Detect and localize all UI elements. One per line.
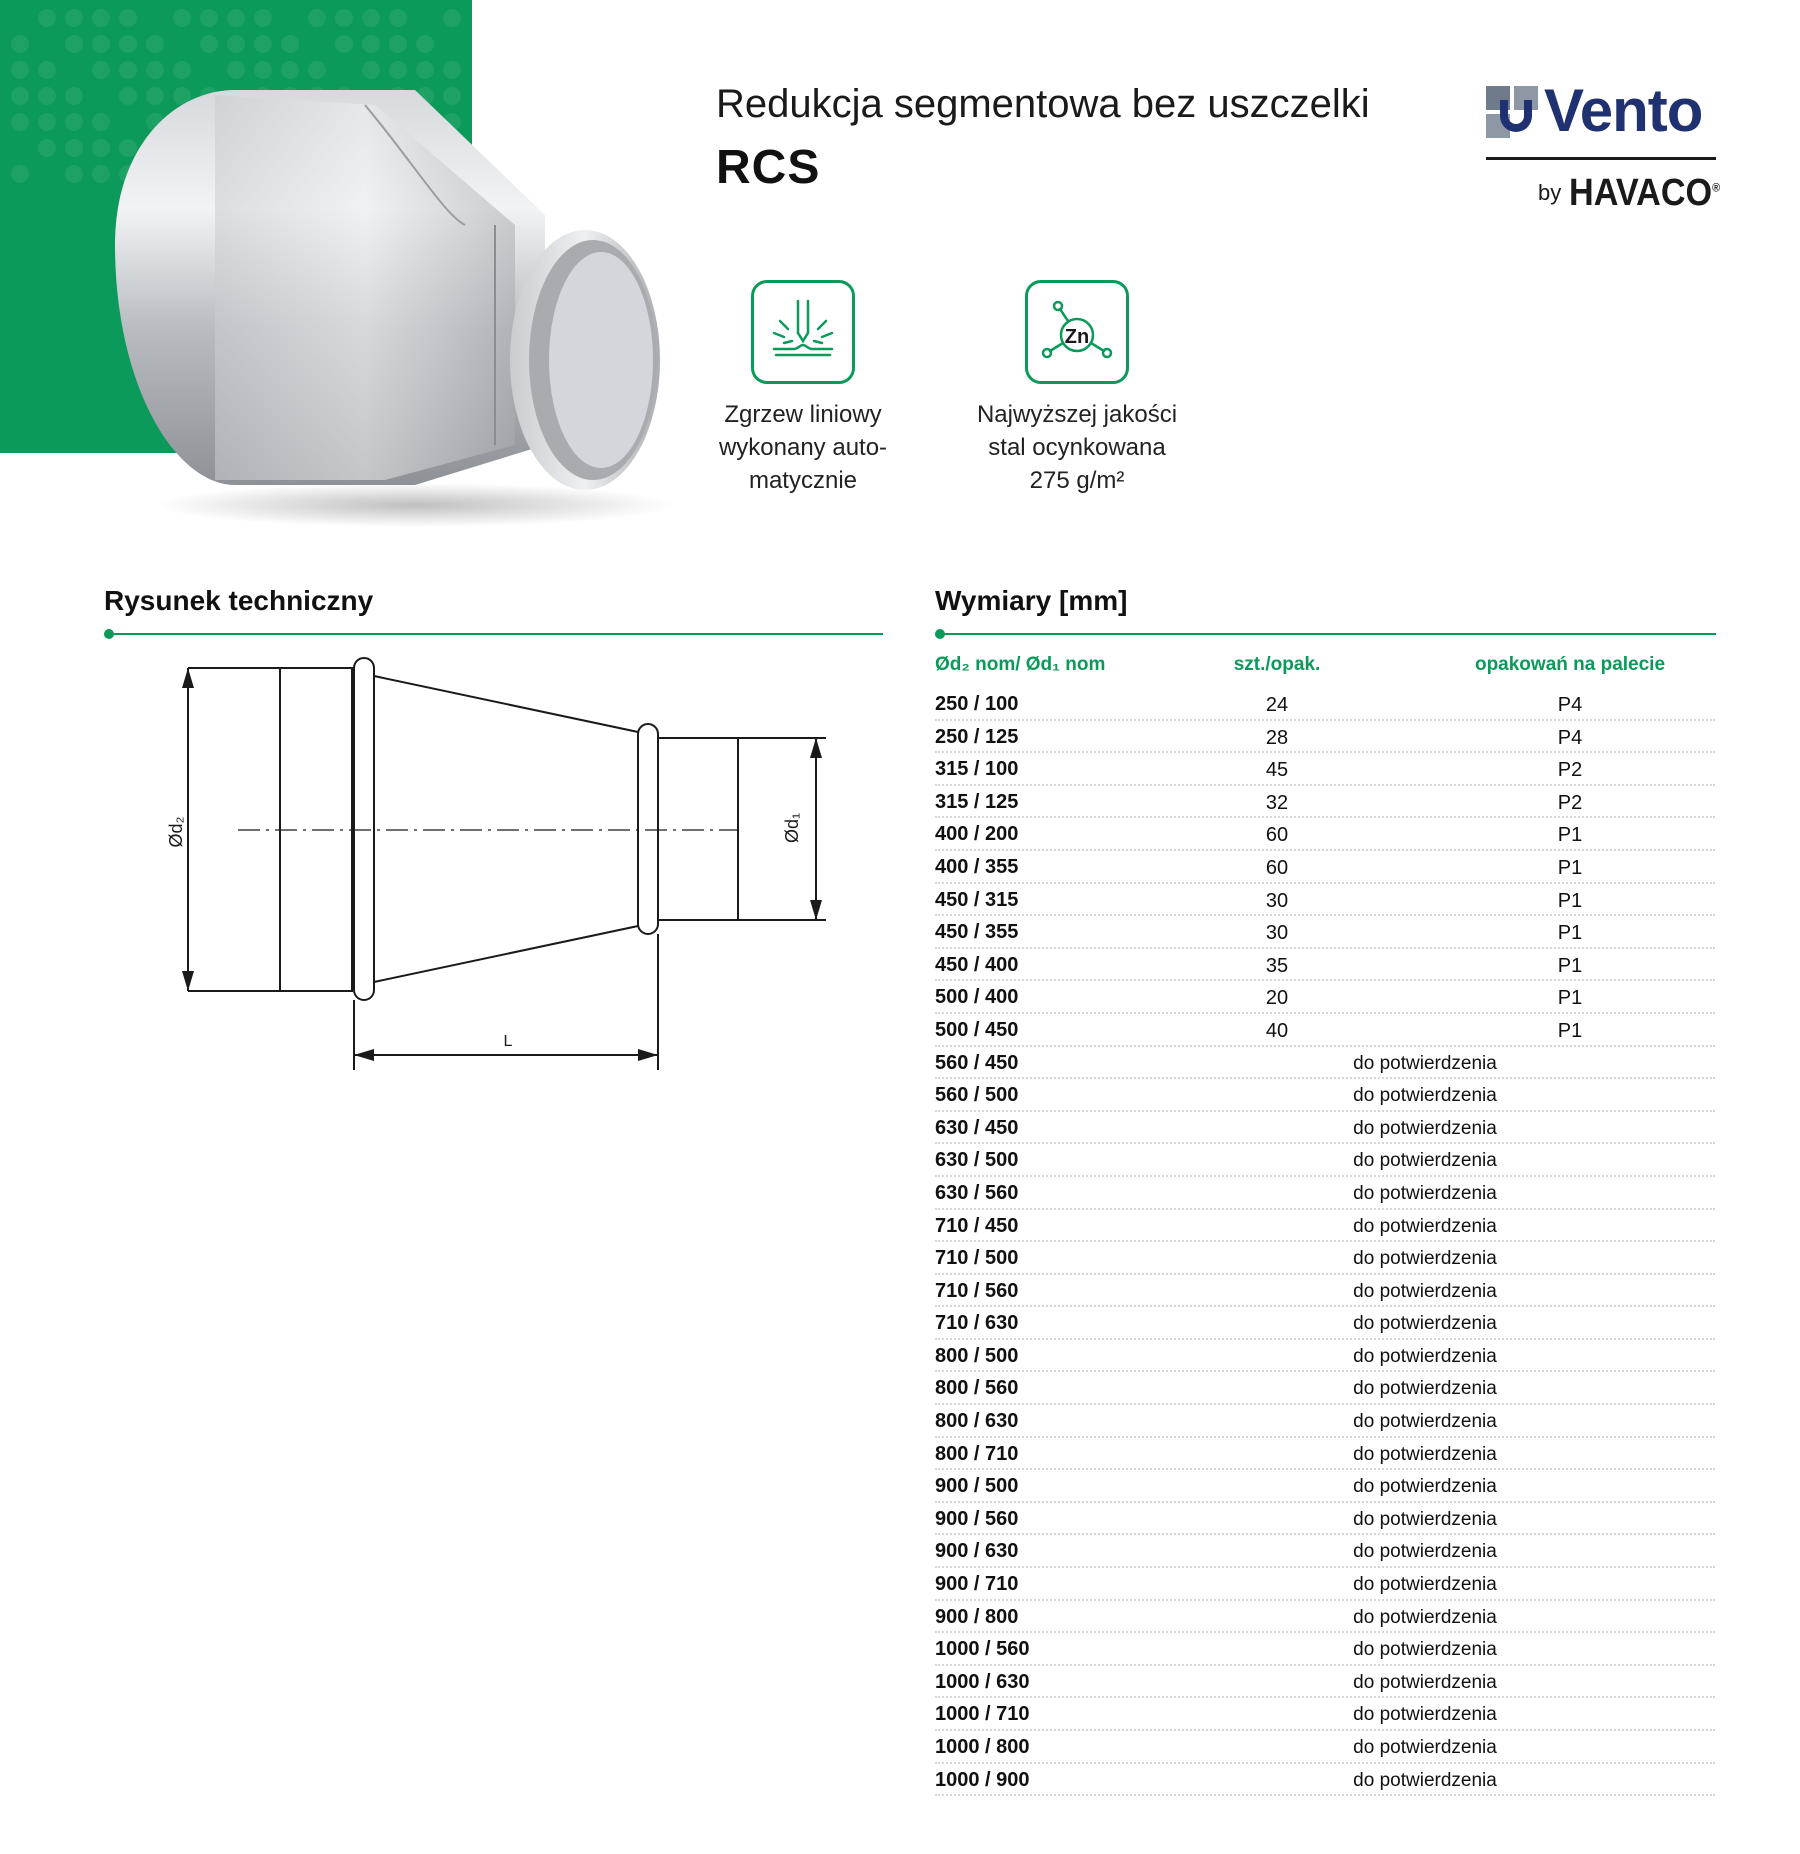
decor-dot (92, 35, 110, 53)
decor-dot (119, 9, 137, 27)
cell-size: 630 / 560 (935, 1181, 1019, 1204)
decor-dot (281, 35, 299, 53)
decor-dot (11, 87, 29, 105)
cell-size: 900 / 500 (935, 1475, 1019, 1498)
cell-size: 710 / 630 (935, 1312, 1019, 1335)
decor-dot (254, 9, 272, 27)
cell-size: 800 / 630 (935, 1410, 1019, 1433)
feature-zinc-text: Najwyższej jakości stal ocynkowana 275 g/m² (976, 401, 1178, 494)
product-photo (115, 85, 675, 535)
table-row: 710 / 630 do potwierdzenia (935, 1307, 1715, 1340)
vento-logo (1486, 77, 1721, 222)
cell-size: 630 / 450 (935, 1116, 1019, 1139)
cell-size: 250 / 125 (935, 725, 1019, 748)
drawing-d1-dimension (730, 650, 840, 1080)
table-row: 560 / 450 do potwierdzenia (935, 1047, 1715, 1080)
havaco-wordmark: HAVACO® (1569, 172, 1721, 214)
vento-mark-icon (1486, 86, 1538, 138)
logo-divider (1486, 157, 1716, 160)
cell-size: 900 / 560 (935, 1507, 1019, 1530)
technical-drawing (160, 650, 740, 1080)
feature-zinc (957, 280, 1197, 497)
cell-size: 900 / 800 (935, 1605, 1019, 1628)
cell-size: 1000 / 800 (935, 1736, 1030, 1758)
decor-dot (38, 139, 56, 157)
decor-dot (173, 9, 191, 27)
decor-dot (227, 35, 245, 53)
decor-dot (38, 9, 56, 27)
decor-dot (65, 165, 83, 183)
decor-dot (38, 61, 56, 79)
decor-dot (308, 9, 326, 27)
cell-size: 315 / 100 (935, 758, 1019, 781)
cell-size: 800 / 560 (935, 1377, 1019, 1400)
decor-dot (362, 35, 380, 53)
header-qty: szt./opak. (1233, 654, 1321, 675)
cell-size: 450 / 315 (935, 888, 1019, 911)
decor-dot (389, 61, 407, 79)
decor-dot (11, 113, 29, 131)
decor-dot (416, 35, 434, 53)
table-body (935, 688, 1715, 1796)
table-row: 400 / 355 60 P1 (935, 851, 1715, 884)
table-row: 450 / 355 30 P1 (935, 916, 1715, 949)
decor-dot (65, 35, 83, 53)
table-row: 630 / 560 do potwierdzenia (935, 1177, 1715, 1210)
table-row: 560 / 500 do potwierdzenia (935, 1079, 1715, 1112)
decor-dot (92, 9, 110, 27)
decor-dot (227, 61, 245, 79)
table-row: 1000 / 630 do potwierdzenia (935, 1666, 1715, 1699)
decor-dot (335, 35, 353, 53)
cell-size: 1000 / 710 (935, 1703, 1030, 1726)
table-row: 400 / 200 60 P1 (935, 818, 1715, 851)
label-d1: Ød₁ (782, 812, 802, 844)
decor-dot (11, 35, 29, 53)
decor-dot (389, 35, 407, 53)
cell-size: 1000 / 900 (935, 1768, 1030, 1791)
decor-dot (443, 61, 461, 79)
table-row: 450 / 315 30 P1 (935, 884, 1715, 917)
table-row: 1000 / 710 do potwierdzenia (935, 1698, 1715, 1731)
cell-size: 560 / 450 (935, 1051, 1019, 1074)
drawing-section-rule (108, 633, 883, 635)
drawing-section-title: Rysunek techniczny (104, 585, 374, 616)
decor-dot (119, 35, 137, 53)
decor-dot (65, 9, 83, 27)
cell-size: 800 / 710 (935, 1442, 1019, 1465)
feature-welding-text: Zgrzew liniowy wykonany auto- matycznie (718, 401, 888, 494)
decor-dot (146, 61, 164, 79)
decor-dot (254, 61, 272, 79)
decor-dot (65, 87, 83, 105)
decor-dot (335, 9, 353, 27)
cell-size: 315 / 125 (935, 790, 1019, 813)
decor-dot (200, 35, 218, 53)
decor-dot (281, 61, 299, 79)
product-title: RCS (716, 141, 821, 194)
welding-icon (751, 280, 855, 384)
cell-size: 710 / 560 (935, 1279, 1019, 1302)
table-row: 710 / 450 do potwierdzenia (935, 1210, 1715, 1243)
dimensions-section-rule (939, 633, 1716, 635)
table-row: 900 / 800 do potwierdzenia (935, 1601, 1715, 1634)
table-row: 1000 / 900 do potwierdzenia (935, 1764, 1715, 1797)
table-row: 710 / 560 do potwierdzenia (935, 1275, 1715, 1308)
decor-dot (65, 113, 83, 131)
table-row: 1000 / 800 do potwierdzenia (935, 1731, 1715, 1764)
cell-size: 710 / 500 (935, 1247, 1019, 1270)
table-row: 630 / 500 do potwierdzenia (935, 1144, 1715, 1177)
decor-dot (200, 9, 218, 27)
decor-dot (38, 113, 56, 131)
logo-by: by (1538, 180, 1562, 205)
decor-dot (362, 61, 380, 79)
cell-size: 630 / 500 (935, 1149, 1019, 1172)
table-row: 800 / 500 do potwierdzenia (935, 1340, 1715, 1373)
table-row: 900 / 560 do potwierdzenia (935, 1503, 1715, 1536)
dimensions-table (935, 648, 1715, 1796)
cell-size: 400 / 355 (935, 855, 1019, 878)
decor-dot (362, 9, 380, 27)
decor-dot (308, 61, 326, 79)
decor-dot (254, 35, 272, 53)
table-row: 710 / 500 do potwierdzenia (935, 1242, 1715, 1275)
cell-size: 500 / 400 (935, 986, 1019, 1009)
zinc-symbol: Zn (1064, 326, 1090, 348)
decor-dot (173, 61, 191, 79)
cell-size: 560 / 500 (935, 1084, 1019, 1107)
decor-dot (65, 139, 83, 157)
table-row: 630 / 450 do potwierdzenia (935, 1112, 1715, 1145)
header-pallet: opakowań na palecie (1474, 654, 1666, 675)
decor-dot (416, 61, 434, 79)
decor-dot (38, 87, 56, 105)
decor-dot (443, 9, 461, 27)
decor-dot (389, 9, 407, 27)
table-row: 1000 / 560 do potwierdzenia (935, 1633, 1715, 1666)
label-L: L (503, 1033, 513, 1050)
cell-size: 450 / 355 (935, 921, 1019, 944)
vento-wordmark: Vento (1544, 77, 1703, 144)
cell-size: 800 / 500 (935, 1344, 1019, 1367)
dimensions-section-title: Wymiary [mm] (935, 585, 1128, 616)
decor-dot (119, 61, 137, 79)
decor-dot (11, 61, 29, 79)
decor-dot (11, 165, 29, 183)
table-row: 250 / 100 24 P4 (935, 688, 1715, 721)
header-size: Ød₂ nom/ Ød₁ nom (935, 654, 1106, 675)
cell-size: 400 / 200 (935, 823, 1019, 846)
cell-size: 500 / 450 (935, 1018, 1019, 1041)
table-row: 800 / 560 do potwierdzenia (935, 1372, 1715, 1405)
cell-size: 710 / 450 (935, 1214, 1019, 1237)
table-row: 800 / 630 do potwierdzenia (935, 1405, 1715, 1438)
table-row: 315 / 100 45 P2 (935, 753, 1715, 786)
decor-dot (92, 165, 110, 183)
table-row: 900 / 710 do potwierdzenia (935, 1568, 1715, 1601)
cell-size: 1000 / 630 (935, 1670, 1030, 1693)
table-row: 500 / 400 20 P1 (935, 981, 1715, 1014)
decor-dot (146, 35, 164, 53)
decor-dot (92, 61, 110, 79)
table-header (935, 648, 1715, 688)
cell-size: 250 / 100 (935, 693, 1019, 715)
decor-dot (227, 9, 245, 27)
product-subtitle: Redukcja segmentowa bez uszczelki (716, 82, 1370, 126)
cell-size: 900 / 710 (935, 1573, 1019, 1596)
table-row: 500 / 450 40 P1 (935, 1014, 1715, 1047)
table-row: 250 / 125 28 P4 (935, 721, 1715, 754)
table-row: 900 / 500 do potwierdzenia (935, 1470, 1715, 1503)
table-row: 800 / 710 do potwierdzenia (935, 1438, 1715, 1471)
zinc-molecule-icon (1025, 280, 1129, 384)
table-row: 450 / 400 35 P1 (935, 949, 1715, 982)
cell-size: 450 / 400 (935, 953, 1019, 976)
label-d2: Ød₂ (166, 816, 186, 848)
table-row: 315 / 125 32 P2 (935, 786, 1715, 819)
cell-size: 900 / 630 (935, 1540, 1019, 1563)
decor-dot (92, 113, 110, 131)
table-row: 900 / 630 do potwierdzenia (935, 1535, 1715, 1568)
cell-size: 1000 / 560 (935, 1638, 1030, 1661)
feature-welding (683, 280, 923, 497)
decor-dot (92, 139, 110, 157)
